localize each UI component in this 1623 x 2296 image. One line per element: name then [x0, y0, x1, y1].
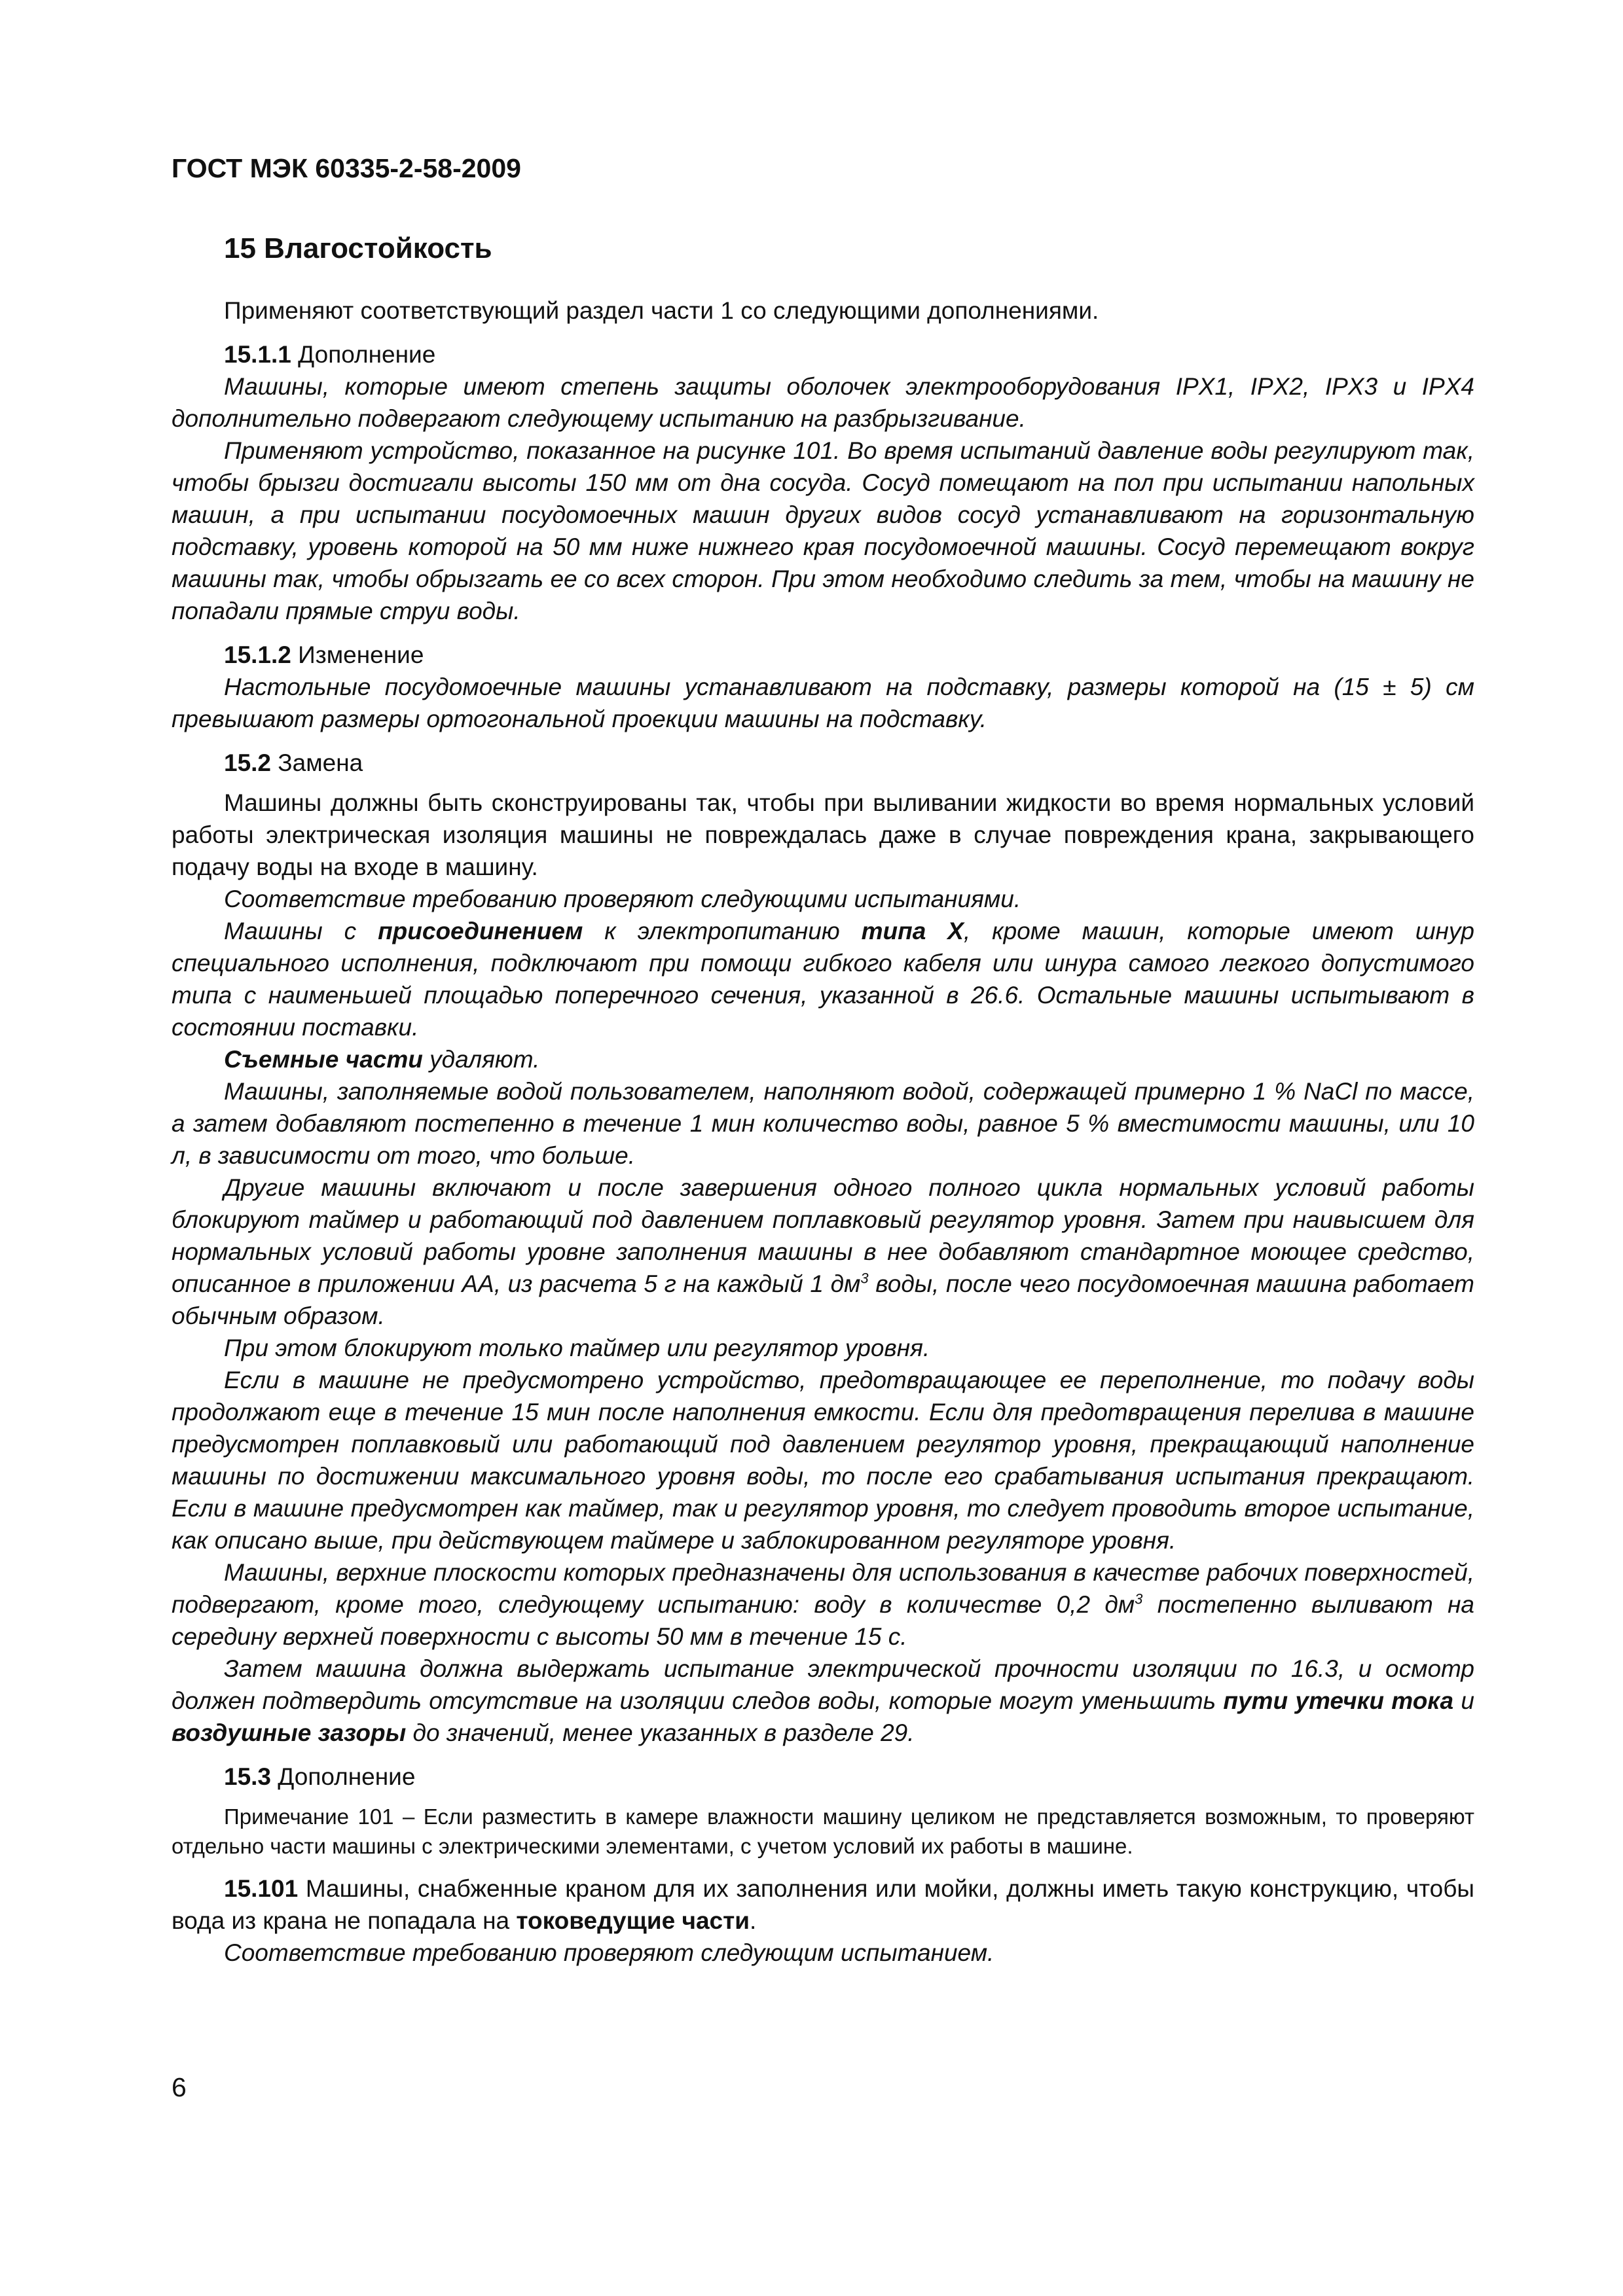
page-number: 6 — [172, 2072, 187, 2102]
defined-term: токоведущие части — [516, 1907, 750, 1934]
clause-15-2-text: Машины должны быть сконструированы так, чтобы при выливании жидкости во время нормальных условий работы электрическая изоляция машины не повреждалась даже в случае повреждения крана, закрывающего подачу воды на входе в машину. — [172, 789, 1474, 880]
text-run: постепенно выливают на середину верхней поверхности с высоты 50 мм в течение 15 с. — [172, 1591, 1475, 1650]
clause-label: Замена — [271, 749, 363, 776]
superscript: 3 — [1135, 1590, 1143, 1607]
clause-15-1-2-heading — [172, 639, 1474, 671]
clause-15-101-text: Соответствие требованию проверяют следующим испытанием. — [224, 1939, 994, 1966]
clause-15-2-text — [172, 915, 1474, 1043]
defined-term: типа X — [861, 918, 964, 944]
text-run: и — [1453, 1687, 1474, 1714]
defined-term: Съемные части — [224, 1046, 423, 1073]
clause-label: Дополнение — [271, 1763, 416, 1790]
clause-number: 15.1.2 — [224, 641, 291, 668]
clause-15-2-text: Соответствие требованию проверяют следующими испытаниями. — [224, 886, 1021, 912]
clause-number: 15.101 — [224, 1875, 299, 1902]
document-header: ГОСТ МЭК 60335-2-58-2009 — [172, 153, 521, 183]
clause-15-3-heading — [172, 1761, 1474, 1793]
clause-number: 15.3 — [224, 1763, 272, 1790]
clause-15-2-heading — [172, 747, 1474, 779]
clause-15-2-text — [172, 1043, 1474, 1075]
text-run: Машины, снабженные краном для их заполнения или мойки, должны иметь такую конструкцию, чтобы вода из крана не попадала на — [172, 1875, 1474, 1934]
section-title: 15 Влагостойкость — [224, 232, 492, 264]
document-body — [172, 223, 1474, 1969]
clause-15-1-1-text: Применяют устройство, показанное на рисунке 101. Во время испытаний давление воды регулируют так, чтобы брызги достигали высоты 150 мм от дна сосуда. Сосуд помещают на пол при испытании напольных машин, а при испытании посудомоечных машин других видов сосуд устанавливают на горизонтальную подставку, уровень которой на 50 мм ниже нижнего края посудомоечной машины. Сосуд перемещают вокруг машины так, чтобы обрызгать ее со всех сторон. При этом необходимо следить за тем, чтобы на машину не попадали прямые струи воды. — [172, 437, 1474, 624]
text-run: удаляют. — [422, 1046, 540, 1073]
text-run: до значений, менее указанных в разделе 29. — [406, 1719, 915, 1746]
section-intro: Применяют соответствующий раздел части 1 со следующими дополнениями. — [224, 297, 1099, 324]
clause-15-2-text: Если в машине не предусмотрено устройство, предотвращающее ее переполнение, то подачу воды продолжают еще в течение 15 мин после наполнения емкости. Если для предотвращения перелива в машине предусмотрен поплавковый или работающий под давлением регулятор уровня, прекращающий наполнение машины по достижении максимального уровня воды, то после его срабатывания испытания прекращают. Если в машине предусмотрен как таймер, так и регулятор уровня, то следует проводить второе испытание, как описано выше, при действующем таймере и заблокированном регуляторе уровня. — [172, 1367, 1474, 1554]
text-run: воды, после чего посудомоечная машина работает обычным образом. — [172, 1270, 1474, 1329]
clause-15-2-text: Машины, заполняемые водой пользователем, наполняют водой, содержащей примерно 1 % NaCl по массе, а затем добавляют постепенно в течение 1 мин количество воды, равное 5 % вместимости машины, или 10 л, в зависимости от того, что больше. — [172, 1078, 1474, 1169]
superscript: 3 — [860, 1270, 869, 1287]
clause-15-2-text — [172, 1653, 1474, 1749]
text-run: , кроме машин, которые имеют шнур специального исполнения, подключают при помощи гибкого кабеля или шнура самого легкого допустимого типа с наименьшей площадью поперечного сечения, указанной в 26.6. Остальные машины испытывают в состоянии поставки. — [172, 918, 1474, 1041]
clause-label: Дополнение — [291, 341, 436, 368]
text-run: . — [749, 1907, 757, 1934]
clause-label: Изменение — [291, 641, 424, 668]
clause-number: 15.2 — [224, 749, 272, 776]
defined-term: воздушные зазоры — [172, 1719, 407, 1746]
defined-term: присоединением — [378, 918, 583, 944]
clause-15-1-1-heading — [172, 338, 1474, 370]
defined-term: пути утечки тока — [1223, 1687, 1454, 1714]
clause-15-1-2-text: Настольные посудомоечные машины устанавливают на подставку, размеры которой на (15 ± 5) см превышают размеры ортогональной проекции машины на подставку. — [172, 673, 1474, 732]
clause-number: 15.1.1 — [224, 341, 291, 368]
clause-15-101-text — [172, 1873, 1474, 1937]
clause-15-2-text: При этом блокируют только таймер или регулятор уровня. — [224, 1335, 930, 1361]
clause-15-2-text — [172, 1556, 1474, 1653]
text-run: Другие машины включают и после завершения одного полного цикла нормальных условий работы блокируют таймер и работающий под давлением поплавковый регулятор уровня. Затем при наивысшем для нормальных условий работы уровне заполнения машины в нее добавляют стандартное моющее средство, описанное в приложении АА, из расчета 5 г на каждый 1 дм — [172, 1174, 1474, 1297]
clause-15-1-1-text: Машины, которые имеют степень защиты оболочек электрооборудования IPX1, IPX2, IPX3 и IPX4 дополнительно подвергают следующему испытанию на разбрызгивание. — [172, 373, 1474, 432]
text-run: Машины, верхние плоскости которых предназначены для использования в качестве рабочих поверхностей, подвергают, кроме того, следующему испытанию: воду в количестве 0,2 дм — [172, 1559, 1474, 1618]
text-run: Машины с — [224, 918, 378, 944]
text-run: Затем машина должна выдержать испытание электрической прочности изоляции по 16.3, и осмотр должен подтвердить отсутствие на изоляции следов воды, которые могут уменьшить — [172, 1655, 1474, 1714]
text-run: к электропитанию — [583, 918, 862, 944]
clause-15-2-text — [172, 1172, 1474, 1332]
note-101: Примечание 101 – Если разместить в камере влажности машину целиком не представляется возможным, то проверяют отдельно части машины с электрическими элементами, с учетом условий их работы в машине. — [172, 1804, 1474, 1858]
